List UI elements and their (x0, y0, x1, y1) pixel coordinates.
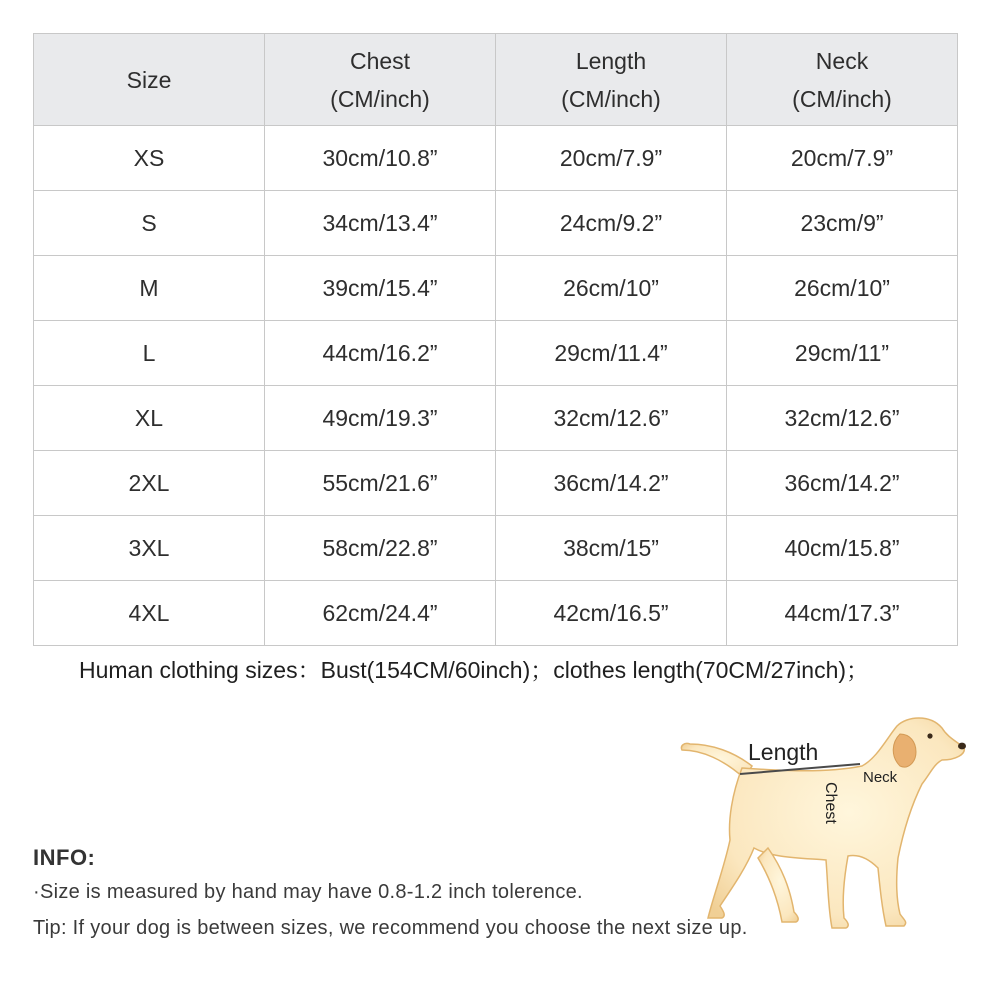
length-cell: 42cm/16.5” (496, 581, 727, 646)
header-chest-unit: (CM/inch) (330, 85, 430, 112)
size-cell: M (34, 256, 265, 321)
neck-cell: 40cm/15.8” (727, 516, 958, 581)
length-cell: 29cm/11.4” (496, 321, 727, 386)
header-size (34, 34, 265, 126)
human-clothing-sizes-note: Human clothing sizes：Bust(154CM/60inch)；clothes length(70CM/27inch)； (79, 657, 870, 683)
header-length-unit: (CM/inch) (561, 85, 661, 112)
length-cell: 32cm/12.6” (496, 386, 727, 451)
chest-cell: 55cm/21.6” (265, 451, 496, 516)
chest-cell: 44cm/16.2” (265, 321, 496, 386)
chest-label: Chest (822, 782, 839, 824)
neck-cell: 32cm/12.6” (727, 386, 958, 451)
length-cell: 36cm/14.2” (496, 451, 727, 516)
length-label: Length (748, 739, 819, 765)
neck-cell: 36cm/14.2” (727, 451, 958, 516)
table-row (34, 386, 958, 451)
dog-eye-shape (927, 733, 932, 738)
size-cell: 3XL (34, 516, 265, 581)
table-row (34, 451, 958, 516)
table-row (34, 581, 958, 646)
header-chest (265, 34, 496, 126)
neck-cell: 23cm/9” (727, 191, 958, 256)
info-size-tip: Tip: If your dog is between sizes, we recommend you choose the next size up. (33, 917, 748, 939)
info-tolerance-note: ·Size is measured by hand may have 0.8-1.2 inch tolerence. (33, 881, 583, 903)
size-cell: 4XL (34, 581, 265, 646)
size-cell: XL (34, 386, 265, 451)
header-neck (727, 34, 958, 126)
size-cell: XS (34, 126, 265, 191)
size-cell: 2XL (34, 451, 265, 516)
table-row (34, 126, 958, 191)
neck-cell: 20cm/7.9” (727, 126, 958, 191)
dog-measurement-diagram (672, 708, 972, 938)
size-chart-table (33, 33, 958, 646)
length-cell: 20cm/7.9” (496, 126, 727, 191)
dog-rear-leg-shape (758, 848, 798, 922)
table-row (34, 191, 958, 256)
neck-cell: 29cm/11” (727, 321, 958, 386)
dog-nose-shape (958, 743, 966, 750)
info-title: INFO: (33, 845, 96, 870)
table-row (34, 256, 958, 321)
header-length (496, 34, 727, 126)
header-size-label: Size (126, 66, 172, 93)
length-cell: 38cm/15” (496, 516, 727, 581)
size-cell: S (34, 191, 265, 256)
header-chest-label: Chest (349, 47, 411, 74)
chest-cell: 58cm/22.8” (265, 516, 496, 581)
chest-cell: 34cm/13.4” (265, 191, 496, 256)
table-header-row (34, 34, 958, 126)
length-cell: 24cm/9.2” (496, 191, 727, 256)
dog-illustration (672, 708, 972, 938)
length-cell: 26cm/10” (496, 256, 727, 321)
neck-cell: 44cm/17.3” (727, 581, 958, 646)
neck-label: Neck (863, 769, 898, 786)
size-cell: L (34, 321, 265, 386)
chest-cell: 62cm/24.4” (265, 581, 496, 646)
chest-cell: 49cm/19.3” (265, 386, 496, 451)
header-neck-label: Neck (815, 47, 869, 74)
neck-cell: 26cm/10” (727, 256, 958, 321)
table-row (34, 321, 958, 386)
table-row (34, 516, 958, 581)
header-neck-unit: (CM/inch) (792, 85, 892, 112)
header-length-label: Length (575, 47, 647, 74)
chest-cell: 39cm/15.4” (265, 256, 496, 321)
chest-cell: 30cm/10.8” (265, 126, 496, 191)
